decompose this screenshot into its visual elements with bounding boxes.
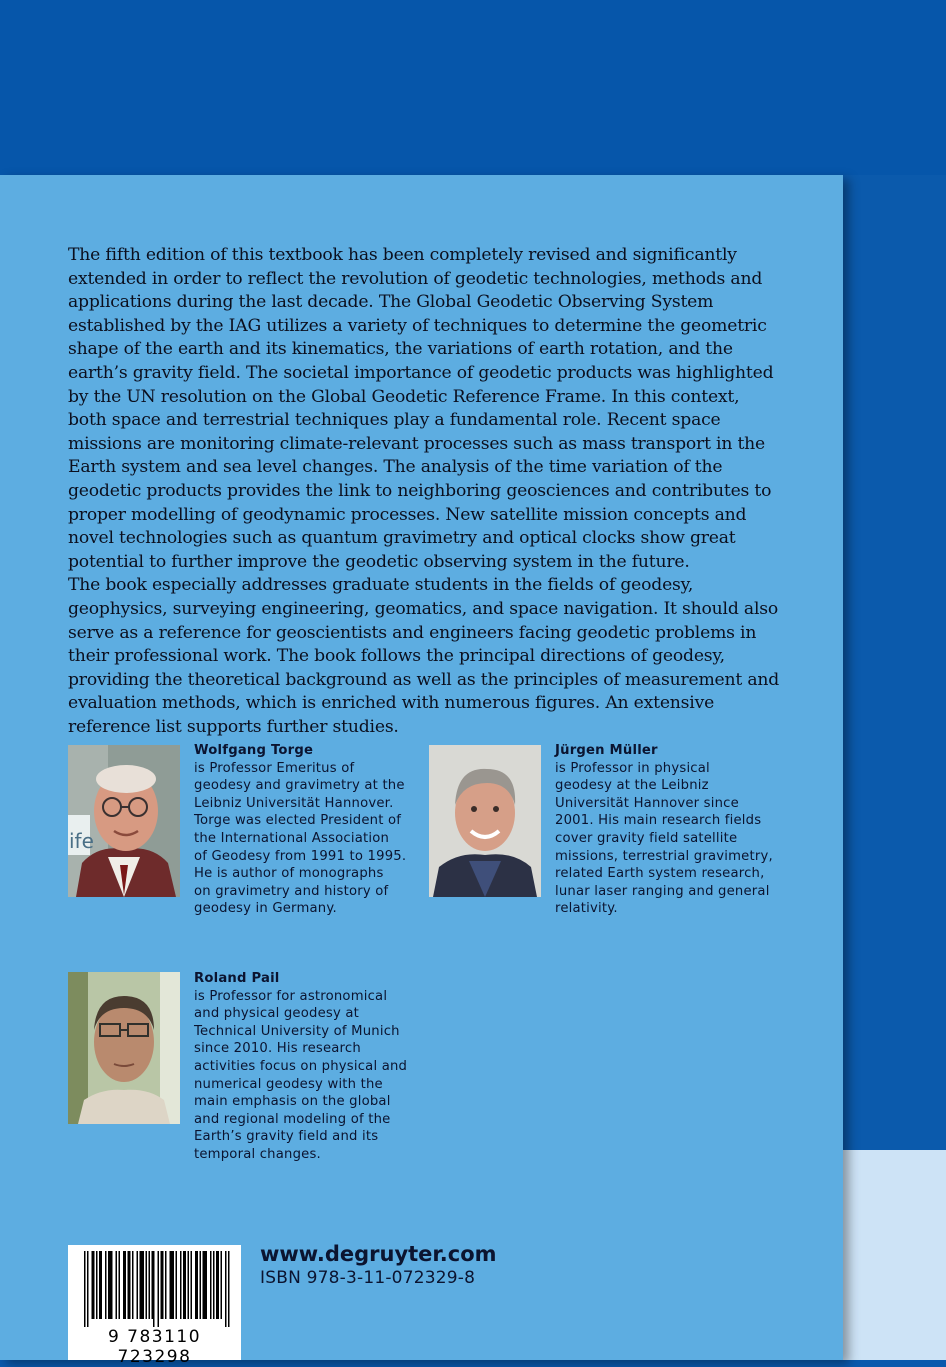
bio-line: geodesy and gravimetry at the [194,778,405,794]
bio-line: Torge was elected President of [194,813,402,829]
bio-line: since 2010. His research [194,1041,361,1057]
bio-line: Technical University of Munich [194,1023,400,1039]
bio-line: and regional modeling of the [194,1111,391,1127]
bio-line: numerical geodesy with the [194,1076,383,1092]
author-bio-mueller [555,742,785,918]
bio-line: is Professor in physical [555,760,710,776]
author-name: Jürgen Müller [555,743,658,758]
bio-line: He is author of monographs [194,866,384,882]
bio-line: missions, terrestrial gravimetry, [555,848,773,864]
bio-line: main emphasis on the global [194,1094,391,1110]
author-photo-torge [68,745,180,897]
bio-line: Leibniz Universität Hannover. [194,795,394,811]
bio-line: and physical geodesy at [194,1006,360,1022]
author-name: Wolfgang Torge [194,743,314,758]
author-photo-mueller [429,745,541,897]
bio-line: of Geodesy from 1991 to 1995. [194,848,407,864]
description-paragraph-2: The book especially addresses graduate students in the fields of geodesy, geophysics, surveying engineering, geomatics, and space navigation. It should also serve as a reference for geoscientists and engineers facing geodetic problems in their professional work. The book follows the principal directions of geodesy, providing the theoretical background as well as the principles of measurement and evaluation methods, which is enriched with numerous figures. An extensive reference list supports further studies. [68,575,780,737]
barcode-bars [68,1245,241,1329]
author-name: Roland Pail [194,971,280,986]
right-dark-band [843,175,946,1150]
author-bio-pail [194,970,424,1164]
bio-line: the International Association [194,830,390,846]
barcode-digits: 9 783110 723298 [107,1327,202,1367]
bio-line: related Earth system research, [555,866,765,882]
photo-sign-text: ife [69,829,94,853]
corner-light-panel [843,1150,946,1360]
bio-line: on gravimetry and history of [194,883,389,899]
book-description [68,244,780,739]
bio-line: temporal changes. [194,1146,321,1162]
bio-line: activities focus on physical and [194,1058,408,1074]
bio-line: relativity. [555,901,618,917]
bio-line: cover gravity field satellite [555,830,738,846]
description-paragraph-1: The fifth edition of this textbook has been completely revised and significantly extended in order to reflect the revolution of geodetic technologies, methods and applications during the last decade. The Global Geodetic Observing System established by the IAG utilizes a variety of techniques to determine the geometric shape of the earth and its kinematics, the variations of earth rotation, and the earth’s gravity field. The societal importance of geodetic products was highlighted by the UN resolution on the Global Geodetic Reference Frame. In this context, both space and terrestrial techniques play a fundamental role. Recent space missions are monitoring climate-relevant processes such as mass transport in the Earth system and sea level changes. The analysis of the time variation of the geodetic products provides the link to neighboring geosciences and contributes to proper modelling of geodynamic processes. New satellite mission concepts and novel technologies such as quantum gravimetry and optical clocks show great potential to further improve the geodetic observing system in the future. [68,245,774,572]
bio-line: Universität Hannover since [555,795,739,811]
bio-line: is Professor Emeritus of [194,760,355,776]
bio-line: geodesy at the Leibniz [555,778,709,794]
publisher-website[interactable]: www.degruyter.com [260,1242,497,1266]
bio-line: Earth’s gravity field and its [194,1129,379,1145]
top-dark-band [0,0,946,175]
author-photo-pail [68,972,180,1124]
bio-line: is Professor for astronomical [194,988,388,1004]
author-bio-torge [194,742,424,918]
bio-line: geodesy in Germany. [194,901,337,917]
bio-line: 2001. His main research fields [555,813,762,829]
isbn-barcode [68,1245,241,1367]
bio-line: lunar laser ranging and general [555,883,770,899]
isbn-number: ISBN 978-3-11-072329-8 [260,1268,476,1288]
